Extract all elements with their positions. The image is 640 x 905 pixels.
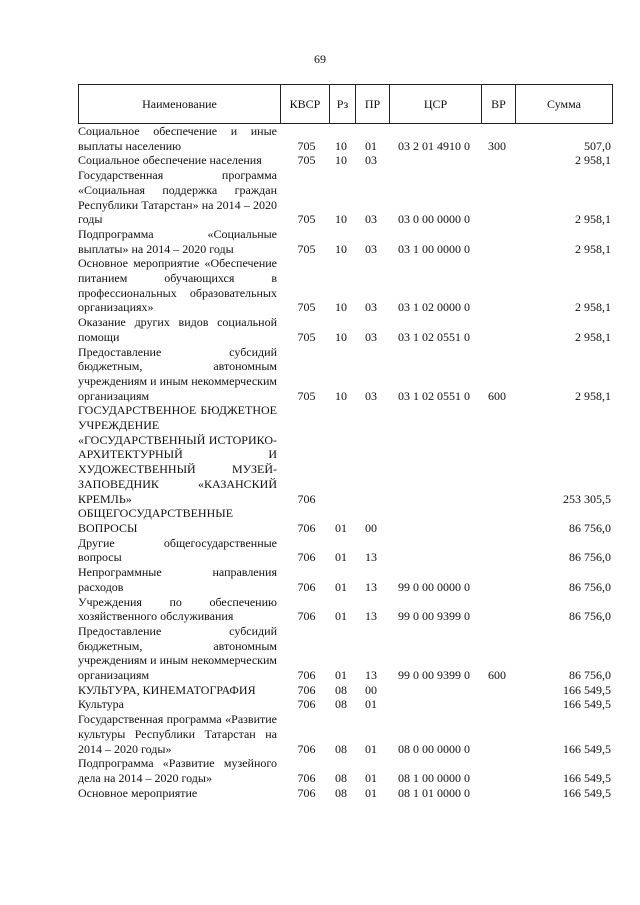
header-vr: ВР: [481, 85, 515, 123]
row-kvsr: 705: [297, 300, 316, 315]
row-sum: 166 549,5: [563, 682, 611, 697]
row-rz: 01: [335, 668, 347, 683]
table-row: [78, 403, 613, 506]
row-sum: 86 756,0: [569, 609, 611, 624]
row-sum: 2 958,1: [575, 329, 611, 344]
row-rz: 08: [335, 682, 347, 697]
row-name: КУЛЬТУРА, КИНЕМАТОГРАФИЯ: [78, 682, 256, 697]
row-sum: 166 549,5: [563, 697, 611, 712]
row-pr: 03: [365, 300, 377, 315]
row-kvsr: 705: [297, 329, 316, 344]
row-kvsr: 706: [297, 770, 316, 785]
row-name: Основное мероприятие «Обеспечение питанием обучающихся в профессиональных образовательных организациях»: [78, 256, 277, 315]
header-sum: Сумма: [515, 85, 612, 123]
row-name: Государственная программа «Развитие культуры Республики Татарстан на 2014 – 2020 годы»: [78, 712, 277, 756]
row-pr: 13: [365, 609, 377, 624]
row-sum: 86 756,0: [569, 520, 611, 535]
row-sum: 2 958,1: [575, 153, 611, 168]
row-pr: 01: [365, 770, 377, 785]
row-csr: 99 0 00 9399 0: [398, 609, 470, 624]
row-sum: 166 549,5: [563, 785, 611, 800]
page-number: 69: [314, 52, 326, 66]
row-name: Основное мероприятие: [78, 785, 198, 800]
row-rz: 10: [335, 153, 347, 168]
row-rz: 08: [335, 770, 347, 785]
row-csr: 99 0 00 9399 0: [398, 668, 470, 683]
row-pr: 00: [365, 520, 377, 535]
row-sum: 86 756,0: [569, 579, 611, 594]
row-sum: 253 305,5: [563, 491, 611, 506]
row-kvsr: 706: [297, 697, 316, 712]
row-sum: 2 958,1: [575, 241, 611, 256]
row-pr: 03: [365, 329, 377, 344]
row-vr: 300: [488, 138, 506, 153]
table-row: [78, 124, 613, 153]
row-kvsr: 706: [297, 579, 316, 594]
row-csr: 03 1 02 0551 0: [398, 388, 470, 403]
table-row: [78, 697, 613, 712]
table-row: [78, 506, 613, 535]
row-pr: 13: [365, 668, 377, 683]
row-name: Культура: [78, 697, 124, 712]
row-rz: 10: [335, 300, 347, 315]
row-kvsr: 705: [297, 212, 316, 227]
row-name: Социальное обеспечение населения: [78, 153, 262, 168]
header-name: Наименование: [142, 96, 217, 111]
row-name: Подпрограмма «Социальные выплаты» на 2014 – 2020 годы: [78, 226, 277, 256]
header-rz: Рз: [329, 85, 355, 123]
row-rz: 08: [335, 785, 347, 800]
row-sum: 2 958,1: [575, 300, 611, 315]
row-name: Социальное обеспечение и иные выплаты населению: [78, 124, 277, 153]
table-row: [78, 712, 613, 756]
table-row: [78, 227, 613, 256]
row-name: Предоставление субсидий бюджетным, автономным учреждениям и иным некоммерческим организациям: [78, 623, 277, 683]
row-csr: 03 0 00 0000 0: [398, 212, 470, 227]
row-rz: 01: [335, 579, 347, 594]
row-sum: 507,0: [584, 138, 611, 153]
table-row: [78, 624, 613, 683]
row-csr: 08 0 00 0000 0: [398, 741, 470, 756]
table-row: [78, 315, 613, 344]
row-kvsr: 706: [297, 682, 316, 697]
table-row: [78, 683, 613, 698]
table-row: [78, 256, 613, 315]
row-kvsr: 706: [297, 741, 316, 756]
row-rz: 10: [335, 138, 347, 153]
row-sum: 86 756,0: [569, 668, 611, 683]
row-kvsr: 705: [297, 241, 316, 256]
row-name: ГОСУДАРСТВЕННОЕ БЮДЖЕТНОЕ УЧРЕЖДЕНИЕ «ГОСУДАРСТВЕННЫЙ ИСТОРИКО-АРХИТЕКТУРНЫЙ И ХУДОЖЕСТВЕННЫЙ МУЗЕЙ-ЗАПОВЕДНИК «КАЗАНСКИЙ КРЕМЛЬ»: [78, 403, 277, 506]
row-pr: 01: [365, 138, 377, 153]
row-csr: 08 1 00 0000 0: [398, 770, 470, 785]
row-rz: 10: [335, 329, 347, 344]
header-csr: ЦСР: [389, 85, 481, 123]
row-kvsr: 706: [297, 491, 316, 506]
row-pr: 01: [365, 741, 377, 756]
row-kvsr: 706: [297, 520, 316, 535]
row-csr: 03 2 01 4910 0: [398, 138, 470, 153]
row-pr: 01: [365, 785, 377, 800]
row-csr: 03 1 02 0000 0: [398, 300, 470, 315]
row-name: Подпрограмма «Развитие музейного дела на 2014 – 2020 годы»: [78, 756, 277, 785]
row-sum: 2 958,1: [575, 212, 611, 227]
row-name: Предоставление субсидий бюджетным, автономным учреждениям и иным некоммерческим организациям: [78, 344, 277, 403]
row-name: Другие общегосударственные вопросы: [78, 535, 277, 565]
table-row: [78, 345, 613, 404]
row-csr: 03 1 00 0000 0: [398, 241, 470, 256]
row-sum: 2 958,1: [575, 388, 611, 403]
row-rz: 01: [335, 609, 347, 624]
row-pr: 03: [365, 212, 377, 227]
row-kvsr: 706: [297, 550, 316, 565]
table-row: [78, 756, 613, 785]
row-pr: 03: [365, 388, 377, 403]
row-pr: 01: [365, 697, 377, 712]
row-rz: 10: [335, 388, 347, 403]
row-name: Государственная программа «Социальная поддержка граждан Республики Татарстан» на 2014 – 2020 годы: [78, 168, 277, 227]
row-kvsr: 706: [297, 785, 316, 800]
row-kvsr: 705: [297, 153, 316, 168]
row-vr: 600: [488, 668, 506, 683]
row-sum: 86 756,0: [569, 550, 611, 565]
row-kvsr: 705: [297, 388, 316, 403]
row-sum: 166 549,5: [563, 741, 611, 756]
row-rz: 10: [335, 241, 347, 256]
row-csr: 08 1 01 0000 0: [398, 785, 470, 800]
header-pr: ПР: [355, 85, 389, 123]
row-kvsr: 706: [297, 668, 316, 683]
row-name: Непрограммные направления расходов: [78, 565, 277, 594]
row-rz: 08: [335, 697, 347, 712]
row-sum: 166 549,5: [563, 770, 611, 785]
row-rz: 01: [335, 520, 347, 535]
row-csr: 03 1 02 0551 0: [398, 329, 470, 344]
header-kvsr: КВСР: [280, 85, 329, 123]
row-rz: 01: [335, 550, 347, 565]
table-row: [78, 595, 613, 624]
row-name: Учреждения по обеспечению хозяйственного обслуживания: [78, 594, 277, 624]
table-row: [78, 153, 613, 168]
table-row: [78, 536, 613, 565]
row-pr: 13: [365, 550, 377, 565]
table-row: [78, 168, 613, 227]
row-name: Оказание других видов социальной помощи: [78, 315, 277, 344]
row-pr: 03: [365, 153, 377, 168]
row-pr: 13: [365, 579, 377, 594]
row-rz: 08: [335, 741, 347, 756]
table-row: [78, 565, 613, 594]
row-pr: 00: [365, 682, 377, 697]
row-kvsr: 706: [297, 609, 316, 624]
table-body: [78, 124, 613, 800]
table-header: [78, 84, 613, 124]
row-rz: 10: [335, 212, 347, 227]
row-vr: 600: [488, 388, 506, 403]
row-name: ОБЩЕГОСУДАРСТВЕННЫЕ ВОПРОСЫ: [78, 506, 234, 535]
table-row: [78, 786, 613, 801]
row-kvsr: 705: [297, 138, 316, 153]
row-csr: 99 0 00 0000 0: [398, 579, 470, 594]
row-pr: 03: [365, 241, 377, 256]
